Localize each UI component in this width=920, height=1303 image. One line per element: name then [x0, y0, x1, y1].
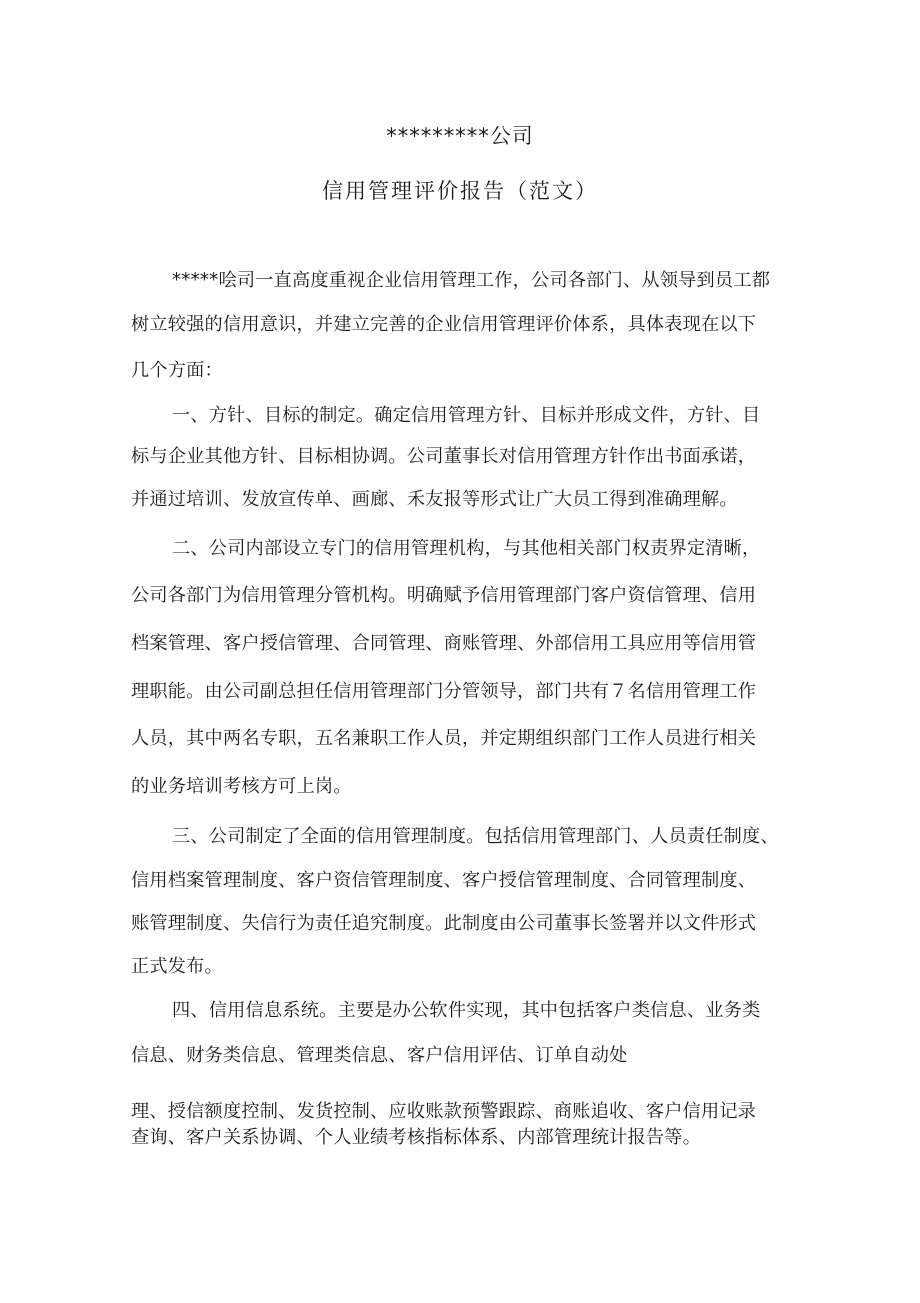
body-line: 档案管理、客户授信管理、合同管理、商账管理、外部信用工具应用等信用管: [131, 633, 757, 654]
body-line: 四、信用信息系统。主要是办公软件实现，其中包括客户类信息、业务类: [172, 1000, 761, 1021]
report-title: 信用管理评价报告（范文）: [322, 179, 598, 203]
body-line: 正式发布。: [131, 956, 223, 977]
body-line: 三、公司制定了全面的信用管理制度。包括信用管理部门、人员责任制度、: [172, 826, 779, 847]
body-line: 人员，其中两名专职，五名兼职工作人员，并定期组织部门工作人员进行相关: [131, 728, 757, 749]
body-line: 理职能。由公司副总担任信用管理部门分管领导，部门共有７名信用管理工作: [131, 681, 757, 702]
body-line: 信息、财务类信息、管理类信息、客户信用评估、订单自动处: [131, 1045, 628, 1066]
body-line: 账管理制度、失信行为责任追究制度。此制度由公司董事长签署并以文件形式: [131, 913, 757, 934]
body-line: 理、授信额度控制、发货控制、应收账款预警跟踪、商账追收、客户信用记录: [131, 1101, 757, 1122]
body-line: 几个方面：: [131, 360, 223, 381]
company-title: *********公司: [386, 124, 534, 148]
body-line: 树立较强的信用意识，并建立完善的企业信用管理评价体系，具体表现在以下: [131, 314, 757, 335]
body-line: 一、方针、目标的制定。确定信用管理方针、目标并形成文件，方针、目: [172, 405, 761, 426]
body-line: 并通过培训、发放宣传单、画廊、禾友报等形式让广大员工得到准确理解。: [131, 489, 738, 510]
body-line: 信用档案管理制度、客户资信管理制度、客户授信管理制度、合同管理制度、: [131, 870, 757, 891]
body-line: 标与企业其他方针、目标相协调。公司董事长对信用管理方针作出书面承诺，: [131, 446, 757, 467]
body-line: 查询、客户关系协调、个人业绩考核指标体系、内部管理统计报告等。: [131, 1127, 702, 1148]
body-line: *****哙司一直高度重视企业信用管理工作，公司各部门、从领导到员工都: [172, 270, 771, 291]
body-line: 公司各部门为信用管理分管机构。明确赋予信用管理部门客户资信管理、信用: [131, 585, 757, 606]
body-line: 的业务培训考核方可上岗。: [131, 776, 352, 797]
body-line: 二、公司内部设立专门的信用管理机构，与其他相关部门权责界定清晰，: [172, 538, 761, 559]
